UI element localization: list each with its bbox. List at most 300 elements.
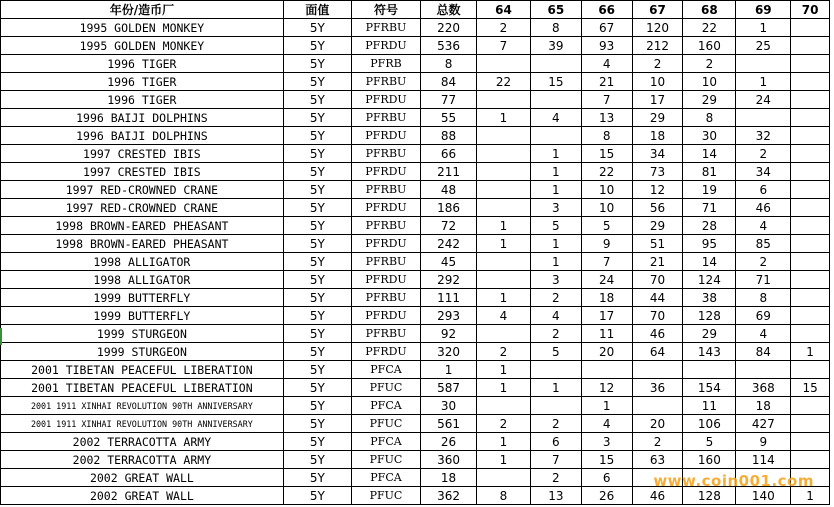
denomination-cell[interactable]: 5Y [283, 271, 351, 289]
grade-68-cell[interactable]: 8 [683, 109, 736, 127]
grade-67-cell[interactable]: 36 [632, 379, 683, 397]
grade-70-cell[interactable]: 15 [791, 379, 830, 397]
grade-68-cell[interactable]: 143 [683, 343, 736, 361]
denomination-cell[interactable]: 5Y [283, 361, 351, 379]
grade-65-cell[interactable]: 1 [530, 145, 581, 163]
grade-69-cell[interactable]: 6 [736, 181, 791, 199]
grade-68-cell[interactable]: 29 [683, 325, 736, 343]
grade-67-cell[interactable]: 29 [632, 109, 683, 127]
grade-64-cell[interactable]: 1 [477, 379, 531, 397]
denomination-cell[interactable]: 5Y [283, 73, 351, 91]
name-cell[interactable]: 1999 BUTTERFLY [1, 307, 284, 325]
denomination-cell[interactable]: 5Y [283, 487, 351, 505]
grade-69-cell[interactable]: 34 [736, 163, 791, 181]
grade-64-cell[interactable] [477, 397, 531, 415]
grade-65-cell[interactable]: 8 [530, 19, 581, 37]
grade-64-cell[interactable] [477, 469, 531, 487]
grade-65-cell[interactable]: 39 [530, 37, 581, 55]
grade-67-cell[interactable]: 70 [632, 271, 683, 289]
name-cell[interactable]: 2002 GREAT WALL [1, 487, 284, 505]
grade-65-cell[interactable]: 2 [530, 415, 581, 433]
grade-69-cell[interactable]: 1 [736, 73, 791, 91]
grade-65-cell[interactable]: 2 [530, 289, 581, 307]
grade-69-cell[interactable]: 4 [736, 217, 791, 235]
symbol-cell[interactable]: PFRBU [351, 253, 420, 271]
denomination-cell[interactable]: 5Y [283, 343, 351, 361]
grade-68-cell[interactable]: 38 [683, 289, 736, 307]
grade-68-cell[interactable]: 2 [683, 55, 736, 73]
grade-68-cell[interactable]: 160 [683, 37, 736, 55]
grade-64-cell[interactable] [477, 181, 531, 199]
grade-66-cell[interactable]: 9 [581, 235, 632, 253]
grade-64-cell[interactable]: 8 [477, 487, 531, 505]
denomination-cell[interactable]: 5Y [283, 397, 351, 415]
grade-67-cell[interactable]: 44 [632, 289, 683, 307]
grade-64-cell[interactable]: 1 [477, 361, 531, 379]
total-cell[interactable]: 8 [421, 55, 477, 73]
symbol-cell[interactable]: PFRDU [351, 199, 420, 217]
symbol-cell[interactable]: PFCA [351, 361, 420, 379]
grade-65-cell[interactable]: 6 [530, 433, 581, 451]
grade-68-cell[interactable] [683, 361, 736, 379]
header-grade-64[interactable]: 64 [477, 1, 531, 19]
grade-69-cell[interactable]: 2 [736, 253, 791, 271]
grade-68-cell[interactable]: 14 [683, 145, 736, 163]
grade-68-cell[interactable]: 30 [683, 127, 736, 145]
name-cell[interactable]: 1996 TIGER [1, 91, 284, 109]
total-cell[interactable]: 18 [421, 469, 477, 487]
grade-64-cell[interactable] [477, 325, 531, 343]
grade-70-cell[interactable] [791, 451, 830, 469]
grade-65-cell[interactable]: 15 [530, 73, 581, 91]
symbol-cell[interactable]: PFUC [351, 379, 420, 397]
grade-67-cell[interactable]: 46 [632, 325, 683, 343]
grade-70-cell[interactable]: 1 [791, 343, 830, 361]
grade-64-cell[interactable] [477, 55, 531, 73]
name-cell[interactable]: 1996 BAIJI DOLPHINS [1, 109, 284, 127]
grade-66-cell[interactable]: 10 [581, 181, 632, 199]
grade-69-cell[interactable]: 8 [736, 289, 791, 307]
symbol-cell[interactable]: PFRB [351, 55, 420, 73]
grade-70-cell[interactable] [791, 127, 830, 145]
grade-64-cell[interactable] [477, 163, 531, 181]
grade-67-cell[interactable]: 64 [632, 343, 683, 361]
denomination-cell[interactable]: 5Y [283, 307, 351, 325]
symbol-cell[interactable]: PFRBU [351, 181, 420, 199]
grade-64-cell[interactable] [477, 91, 531, 109]
grade-65-cell[interactable] [530, 397, 581, 415]
grade-70-cell[interactable] [791, 361, 830, 379]
grade-65-cell[interactable]: 13 [530, 487, 581, 505]
grade-69-cell[interactable]: 25 [736, 37, 791, 55]
grade-67-cell[interactable]: 2 [632, 433, 683, 451]
grade-66-cell[interactable]: 15 [581, 451, 632, 469]
grade-69-cell[interactable]: 1 [736, 19, 791, 37]
grade-66-cell[interactable]: 5 [581, 217, 632, 235]
symbol-cell[interactable]: PFCA [351, 469, 420, 487]
denomination-cell[interactable]: 5Y [283, 19, 351, 37]
grade-70-cell[interactable] [791, 109, 830, 127]
grade-65-cell[interactable]: 2 [530, 469, 581, 487]
grade-66-cell[interactable]: 3 [581, 433, 632, 451]
grade-64-cell[interactable]: 1 [477, 289, 531, 307]
name-cell[interactable]: 1995 GOLDEN MONKEY [1, 37, 284, 55]
grade-68-cell[interactable]: 128 [683, 487, 736, 505]
grade-66-cell[interactable]: 20 [581, 343, 632, 361]
grade-66-cell[interactable]: 15 [581, 145, 632, 163]
grade-69-cell[interactable]: 24 [736, 91, 791, 109]
grade-64-cell[interactable]: 1 [477, 451, 531, 469]
symbol-cell[interactable]: PFRBU [351, 217, 420, 235]
grade-70-cell[interactable] [791, 433, 830, 451]
name-cell[interactable]: 1996 BAIJI DOLPHINS [1, 127, 284, 145]
symbol-cell[interactable]: PFRDU [351, 271, 420, 289]
name-cell[interactable]: 2001 TIBETAN PEACEFUL LIBERATION [1, 361, 284, 379]
total-cell[interactable]: 30 [421, 397, 477, 415]
grade-69-cell[interactable]: 32 [736, 127, 791, 145]
grade-70-cell[interactable] [791, 307, 830, 325]
denomination-cell[interactable]: 5Y [283, 235, 351, 253]
grade-69-cell[interactable] [736, 109, 791, 127]
grade-70-cell[interactable] [791, 253, 830, 271]
name-cell[interactable]: 1999 STURGEON [1, 325, 284, 343]
grade-65-cell[interactable]: 5 [530, 343, 581, 361]
grade-70-cell[interactable] [791, 235, 830, 253]
name-cell[interactable]: 1998 BROWN-EARED PHEASANT [1, 217, 284, 235]
grade-64-cell[interactable]: 1 [477, 217, 531, 235]
total-cell[interactable]: 536 [421, 37, 477, 55]
grade-64-cell[interactable] [477, 127, 531, 145]
grade-66-cell[interactable]: 6 [581, 469, 632, 487]
grade-67-cell[interactable]: 20 [632, 415, 683, 433]
name-cell[interactable]: 1997 CRESTED IBIS [1, 145, 284, 163]
name-cell[interactable]: 2002 TERRACOTTA ARMY [1, 433, 284, 451]
total-cell[interactable]: 587 [421, 379, 477, 397]
grade-65-cell[interactable]: 3 [530, 199, 581, 217]
total-cell[interactable]: 186 [421, 199, 477, 217]
grade-69-cell[interactable] [736, 361, 791, 379]
denomination-cell[interactable]: 5Y [283, 163, 351, 181]
symbol-cell[interactable]: PFRBU [351, 19, 420, 37]
name-cell[interactable]: 1996 TIGER [1, 55, 284, 73]
grade-70-cell[interactable] [791, 415, 830, 433]
grade-64-cell[interactable]: 1 [477, 235, 531, 253]
grade-66-cell[interactable]: 18 [581, 289, 632, 307]
header-grade-67[interactable]: 67 [632, 1, 683, 19]
grade-66-cell[interactable]: 4 [581, 55, 632, 73]
grade-69-cell[interactable]: 2 [736, 145, 791, 163]
grade-70-cell[interactable] [791, 271, 830, 289]
total-cell[interactable]: 242 [421, 235, 477, 253]
grade-65-cell[interactable] [530, 55, 581, 73]
denomination-cell[interactable]: 5Y [283, 145, 351, 163]
symbol-cell[interactable]: PFCA [351, 433, 420, 451]
grade-66-cell[interactable]: 24 [581, 271, 632, 289]
denomination-cell[interactable]: 5Y [283, 37, 351, 55]
grade-69-cell[interactable]: 85 [736, 235, 791, 253]
grade-66-cell[interactable]: 4 [581, 415, 632, 433]
grade-67-cell[interactable] [632, 397, 683, 415]
grade-66-cell[interactable]: 7 [581, 91, 632, 109]
grade-70-cell[interactable] [791, 73, 830, 91]
grade-70-cell[interactable] [791, 199, 830, 217]
denomination-cell[interactable]: 5Y [283, 109, 351, 127]
total-cell[interactable]: 45 [421, 253, 477, 271]
denomination-cell[interactable]: 5Y [283, 181, 351, 199]
header-grade-65[interactable]: 65 [530, 1, 581, 19]
grade-67-cell[interactable]: 51 [632, 235, 683, 253]
grade-66-cell[interactable]: 13 [581, 109, 632, 127]
symbol-cell[interactable]: PFRDU [351, 127, 420, 145]
grade-66-cell[interactable]: 93 [581, 37, 632, 55]
total-cell[interactable]: 561 [421, 415, 477, 433]
grade-67-cell[interactable]: 21 [632, 253, 683, 271]
total-cell[interactable]: 26 [421, 433, 477, 451]
symbol-cell[interactable]: PFRBU [351, 73, 420, 91]
symbol-cell[interactable]: PFRBU [351, 325, 420, 343]
denomination-cell[interactable]: 5Y [283, 451, 351, 469]
symbol-cell[interactable]: PFRBU [351, 289, 420, 307]
grade-67-cell[interactable]: 73 [632, 163, 683, 181]
grade-68-cell[interactable]: 160 [683, 451, 736, 469]
header-year-mint[interactable]: 年份/造币厂 [1, 1, 284, 19]
grade-69-cell[interactable]: 114 [736, 451, 791, 469]
symbol-cell[interactable]: PFRDU [351, 343, 420, 361]
grade-65-cell[interactable]: 2 [530, 325, 581, 343]
grade-66-cell[interactable]: 10 [581, 199, 632, 217]
denomination-cell[interactable]: 5Y [283, 289, 351, 307]
header-grade-70[interactable]: 70 [791, 1, 830, 19]
grade-70-cell[interactable] [791, 217, 830, 235]
grade-66-cell[interactable]: 22 [581, 163, 632, 181]
grade-67-cell[interactable]: 29 [632, 217, 683, 235]
header-denomination[interactable]: 面值 [283, 1, 351, 19]
symbol-cell[interactable]: PFRDU [351, 235, 420, 253]
grade-70-cell[interactable]: 1 [791, 487, 830, 505]
symbol-cell[interactable]: PFRDU [351, 163, 420, 181]
denomination-cell[interactable]: 5Y [283, 127, 351, 145]
grade-70-cell[interactable] [791, 19, 830, 37]
denomination-cell[interactable]: 5Y [283, 91, 351, 109]
grade-70-cell[interactable] [791, 145, 830, 163]
grade-69-cell[interactable]: 4 [736, 325, 791, 343]
name-cell[interactable]: 1997 RED-CROWNED CRANE [1, 181, 284, 199]
grade-68-cell[interactable]: 10 [683, 73, 736, 91]
grade-69-cell[interactable]: 71 [736, 271, 791, 289]
grade-66-cell[interactable]: 17 [581, 307, 632, 325]
grade-67-cell[interactable] [632, 361, 683, 379]
denomination-cell[interactable]: 5Y [283, 325, 351, 343]
grade-65-cell[interactable]: 1 [530, 379, 581, 397]
symbol-cell[interactable]: PFUC [351, 487, 420, 505]
grade-67-cell[interactable]: 63 [632, 451, 683, 469]
grade-68-cell[interactable]: 128 [683, 307, 736, 325]
header-symbol[interactable]: 符号 [351, 1, 420, 19]
grade-67-cell[interactable]: 2 [632, 55, 683, 73]
grade-70-cell[interactable] [791, 325, 830, 343]
total-cell[interactable]: 292 [421, 271, 477, 289]
symbol-cell[interactable]: PFCA [351, 397, 420, 415]
grade-68-cell[interactable]: 28 [683, 217, 736, 235]
total-cell[interactable]: 293 [421, 307, 477, 325]
name-cell[interactable]: 1995 GOLDEN MONKEY [1, 19, 284, 37]
grade-68-cell[interactable]: 106 [683, 415, 736, 433]
total-cell[interactable]: 362 [421, 487, 477, 505]
symbol-cell[interactable]: PFRBU [351, 109, 420, 127]
grade-68-cell[interactable]: 81 [683, 163, 736, 181]
symbol-cell[interactable]: PFUC [351, 451, 420, 469]
grade-67-cell[interactable]: 56 [632, 199, 683, 217]
grade-67-cell[interactable]: 18 [632, 127, 683, 145]
header-grade-66[interactable]: 66 [581, 1, 632, 19]
denomination-cell[interactable]: 5Y [283, 253, 351, 271]
name-cell[interactable]: 1998 BROWN-EARED PHEASANT [1, 235, 284, 253]
grade-64-cell[interactable]: 1 [477, 433, 531, 451]
grade-65-cell[interactable]: 1 [530, 235, 581, 253]
denomination-cell[interactable]: 5Y [283, 379, 351, 397]
total-cell[interactable]: 211 [421, 163, 477, 181]
name-cell[interactable]: 1998 ALLIGATOR [1, 253, 284, 271]
grade-70-cell[interactable] [791, 91, 830, 109]
grade-66-cell[interactable]: 7 [581, 253, 632, 271]
name-cell[interactable]: 2002 TERRACOTTA ARMY [1, 451, 284, 469]
total-cell[interactable]: 320 [421, 343, 477, 361]
grade-65-cell[interactable]: 1 [530, 163, 581, 181]
name-cell[interactable]: 1998 ALLIGATOR [1, 271, 284, 289]
grade-64-cell[interactable] [477, 145, 531, 163]
symbol-cell[interactable]: PFRDU [351, 307, 420, 325]
denomination-cell[interactable]: 5Y [283, 415, 351, 433]
denomination-cell[interactable]: 5Y [283, 199, 351, 217]
grade-69-cell[interactable]: 46 [736, 199, 791, 217]
grade-64-cell[interactable] [477, 253, 531, 271]
total-cell[interactable]: 84 [421, 73, 477, 91]
grade-64-cell[interactable]: 2 [477, 415, 531, 433]
grade-68-cell[interactable]: 11 [683, 397, 736, 415]
name-cell[interactable]: 2001 TIBETAN PEACEFUL LIBERATION [1, 379, 284, 397]
total-cell[interactable]: 77 [421, 91, 477, 109]
grade-65-cell[interactable] [530, 127, 581, 145]
name-cell[interactable]: 2001 1911 XINHAI REVOLUTION 90TH ANNIVERSARY [1, 415, 284, 433]
grade-69-cell[interactable] [736, 55, 791, 73]
grade-67-cell[interactable]: 34 [632, 145, 683, 163]
total-cell[interactable]: 48 [421, 181, 477, 199]
grade-68-cell[interactable]: 5 [683, 433, 736, 451]
name-cell[interactable]: 1999 STURGEON [1, 343, 284, 361]
symbol-cell[interactable]: PFRBU [351, 145, 420, 163]
grade-68-cell[interactable]: 71 [683, 199, 736, 217]
grade-64-cell[interactable] [477, 199, 531, 217]
denomination-cell[interactable]: 5Y [283, 433, 351, 451]
grade-67-cell[interactable]: 70 [632, 307, 683, 325]
grade-64-cell[interactable]: 7 [477, 37, 531, 55]
grade-64-cell[interactable]: 2 [477, 19, 531, 37]
grade-64-cell[interactable]: 1 [477, 109, 531, 127]
total-cell[interactable]: 55 [421, 109, 477, 127]
total-cell[interactable]: 1 [421, 361, 477, 379]
denomination-cell[interactable]: 5Y [283, 55, 351, 73]
name-cell[interactable]: 2001 1911 XINHAI REVOLUTION 90TH ANNIVERSARY [1, 397, 284, 415]
grade-69-cell[interactable]: 84 [736, 343, 791, 361]
symbol-cell[interactable]: PFUC [351, 415, 420, 433]
symbol-cell[interactable]: PFRDU [351, 37, 420, 55]
grade-69-cell[interactable]: 69 [736, 307, 791, 325]
grade-70-cell[interactable] [791, 289, 830, 307]
grade-66-cell[interactable] [581, 361, 632, 379]
denomination-cell[interactable]: 5Y [283, 217, 351, 235]
name-cell[interactable]: 1997 RED-CROWNED CRANE [1, 199, 284, 217]
total-cell[interactable]: 92 [421, 325, 477, 343]
name-cell[interactable]: 1997 CRESTED IBIS [1, 163, 284, 181]
grade-66-cell[interactable]: 26 [581, 487, 632, 505]
grade-68-cell[interactable]: 19 [683, 181, 736, 199]
total-cell[interactable]: 72 [421, 217, 477, 235]
grade-68-cell[interactable]: 154 [683, 379, 736, 397]
grade-65-cell[interactable] [530, 91, 581, 109]
grade-69-cell[interactable]: 140 [736, 487, 791, 505]
grade-66-cell[interactable]: 11 [581, 325, 632, 343]
name-cell[interactable]: 2002 GREAT WALL [1, 469, 284, 487]
grade-67-cell[interactable]: 46 [632, 487, 683, 505]
name-cell[interactable]: 1996 TIGER [1, 73, 284, 91]
grade-64-cell[interactable] [477, 271, 531, 289]
grade-70-cell[interactable] [791, 55, 830, 73]
grade-70-cell[interactable] [791, 397, 830, 415]
total-cell[interactable]: 220 [421, 19, 477, 37]
grade-69-cell[interactable]: 18 [736, 397, 791, 415]
grade-69-cell[interactable]: 427 [736, 415, 791, 433]
header-grade-69[interactable]: 69 [736, 1, 791, 19]
grade-68-cell[interactable]: 22 [683, 19, 736, 37]
total-cell[interactable]: 66 [421, 145, 477, 163]
grade-65-cell[interactable]: 1 [530, 181, 581, 199]
grade-67-cell[interactable]: 120 [632, 19, 683, 37]
name-cell[interactable]: 1999 BUTTERFLY [1, 289, 284, 307]
grade-65-cell[interactable]: 7 [530, 451, 581, 469]
grade-66-cell[interactable]: 21 [581, 73, 632, 91]
grade-64-cell[interactable]: 22 [477, 73, 531, 91]
header-grade-68[interactable]: 68 [683, 1, 736, 19]
grade-67-cell[interactable]: 17 [632, 91, 683, 109]
grade-69-cell[interactable]: 368 [736, 379, 791, 397]
grade-65-cell[interactable] [530, 361, 581, 379]
grade-70-cell[interactable] [791, 181, 830, 199]
grade-67-cell[interactable]: 10 [632, 73, 683, 91]
grade-70-cell[interactable] [791, 37, 830, 55]
grade-70-cell[interactable] [791, 163, 830, 181]
grade-68-cell[interactable]: 14 [683, 253, 736, 271]
grade-66-cell[interactable]: 67 [581, 19, 632, 37]
symbol-cell[interactable]: PFRDU [351, 91, 420, 109]
total-cell[interactable]: 88 [421, 127, 477, 145]
grade-68-cell[interactable]: 29 [683, 91, 736, 109]
grade-69-cell[interactable]: 9 [736, 433, 791, 451]
grade-65-cell[interactable]: 3 [530, 271, 581, 289]
grade-65-cell[interactable]: 4 [530, 109, 581, 127]
grade-66-cell[interactable]: 12 [581, 379, 632, 397]
grade-66-cell[interactable]: 1 [581, 397, 632, 415]
denomination-cell[interactable]: 5Y [283, 469, 351, 487]
grade-65-cell[interactable]: 5 [530, 217, 581, 235]
total-cell[interactable]: 111 [421, 289, 477, 307]
total-cell[interactable]: 360 [421, 451, 477, 469]
header-total[interactable]: 总数 [421, 1, 477, 19]
grade-67-cell[interactable]: 12 [632, 181, 683, 199]
grade-68-cell[interactable]: 95 [683, 235, 736, 253]
grade-65-cell[interactable]: 4 [530, 307, 581, 325]
grade-64-cell[interactable]: 2 [477, 343, 531, 361]
grade-67-cell[interactable]: 212 [632, 37, 683, 55]
